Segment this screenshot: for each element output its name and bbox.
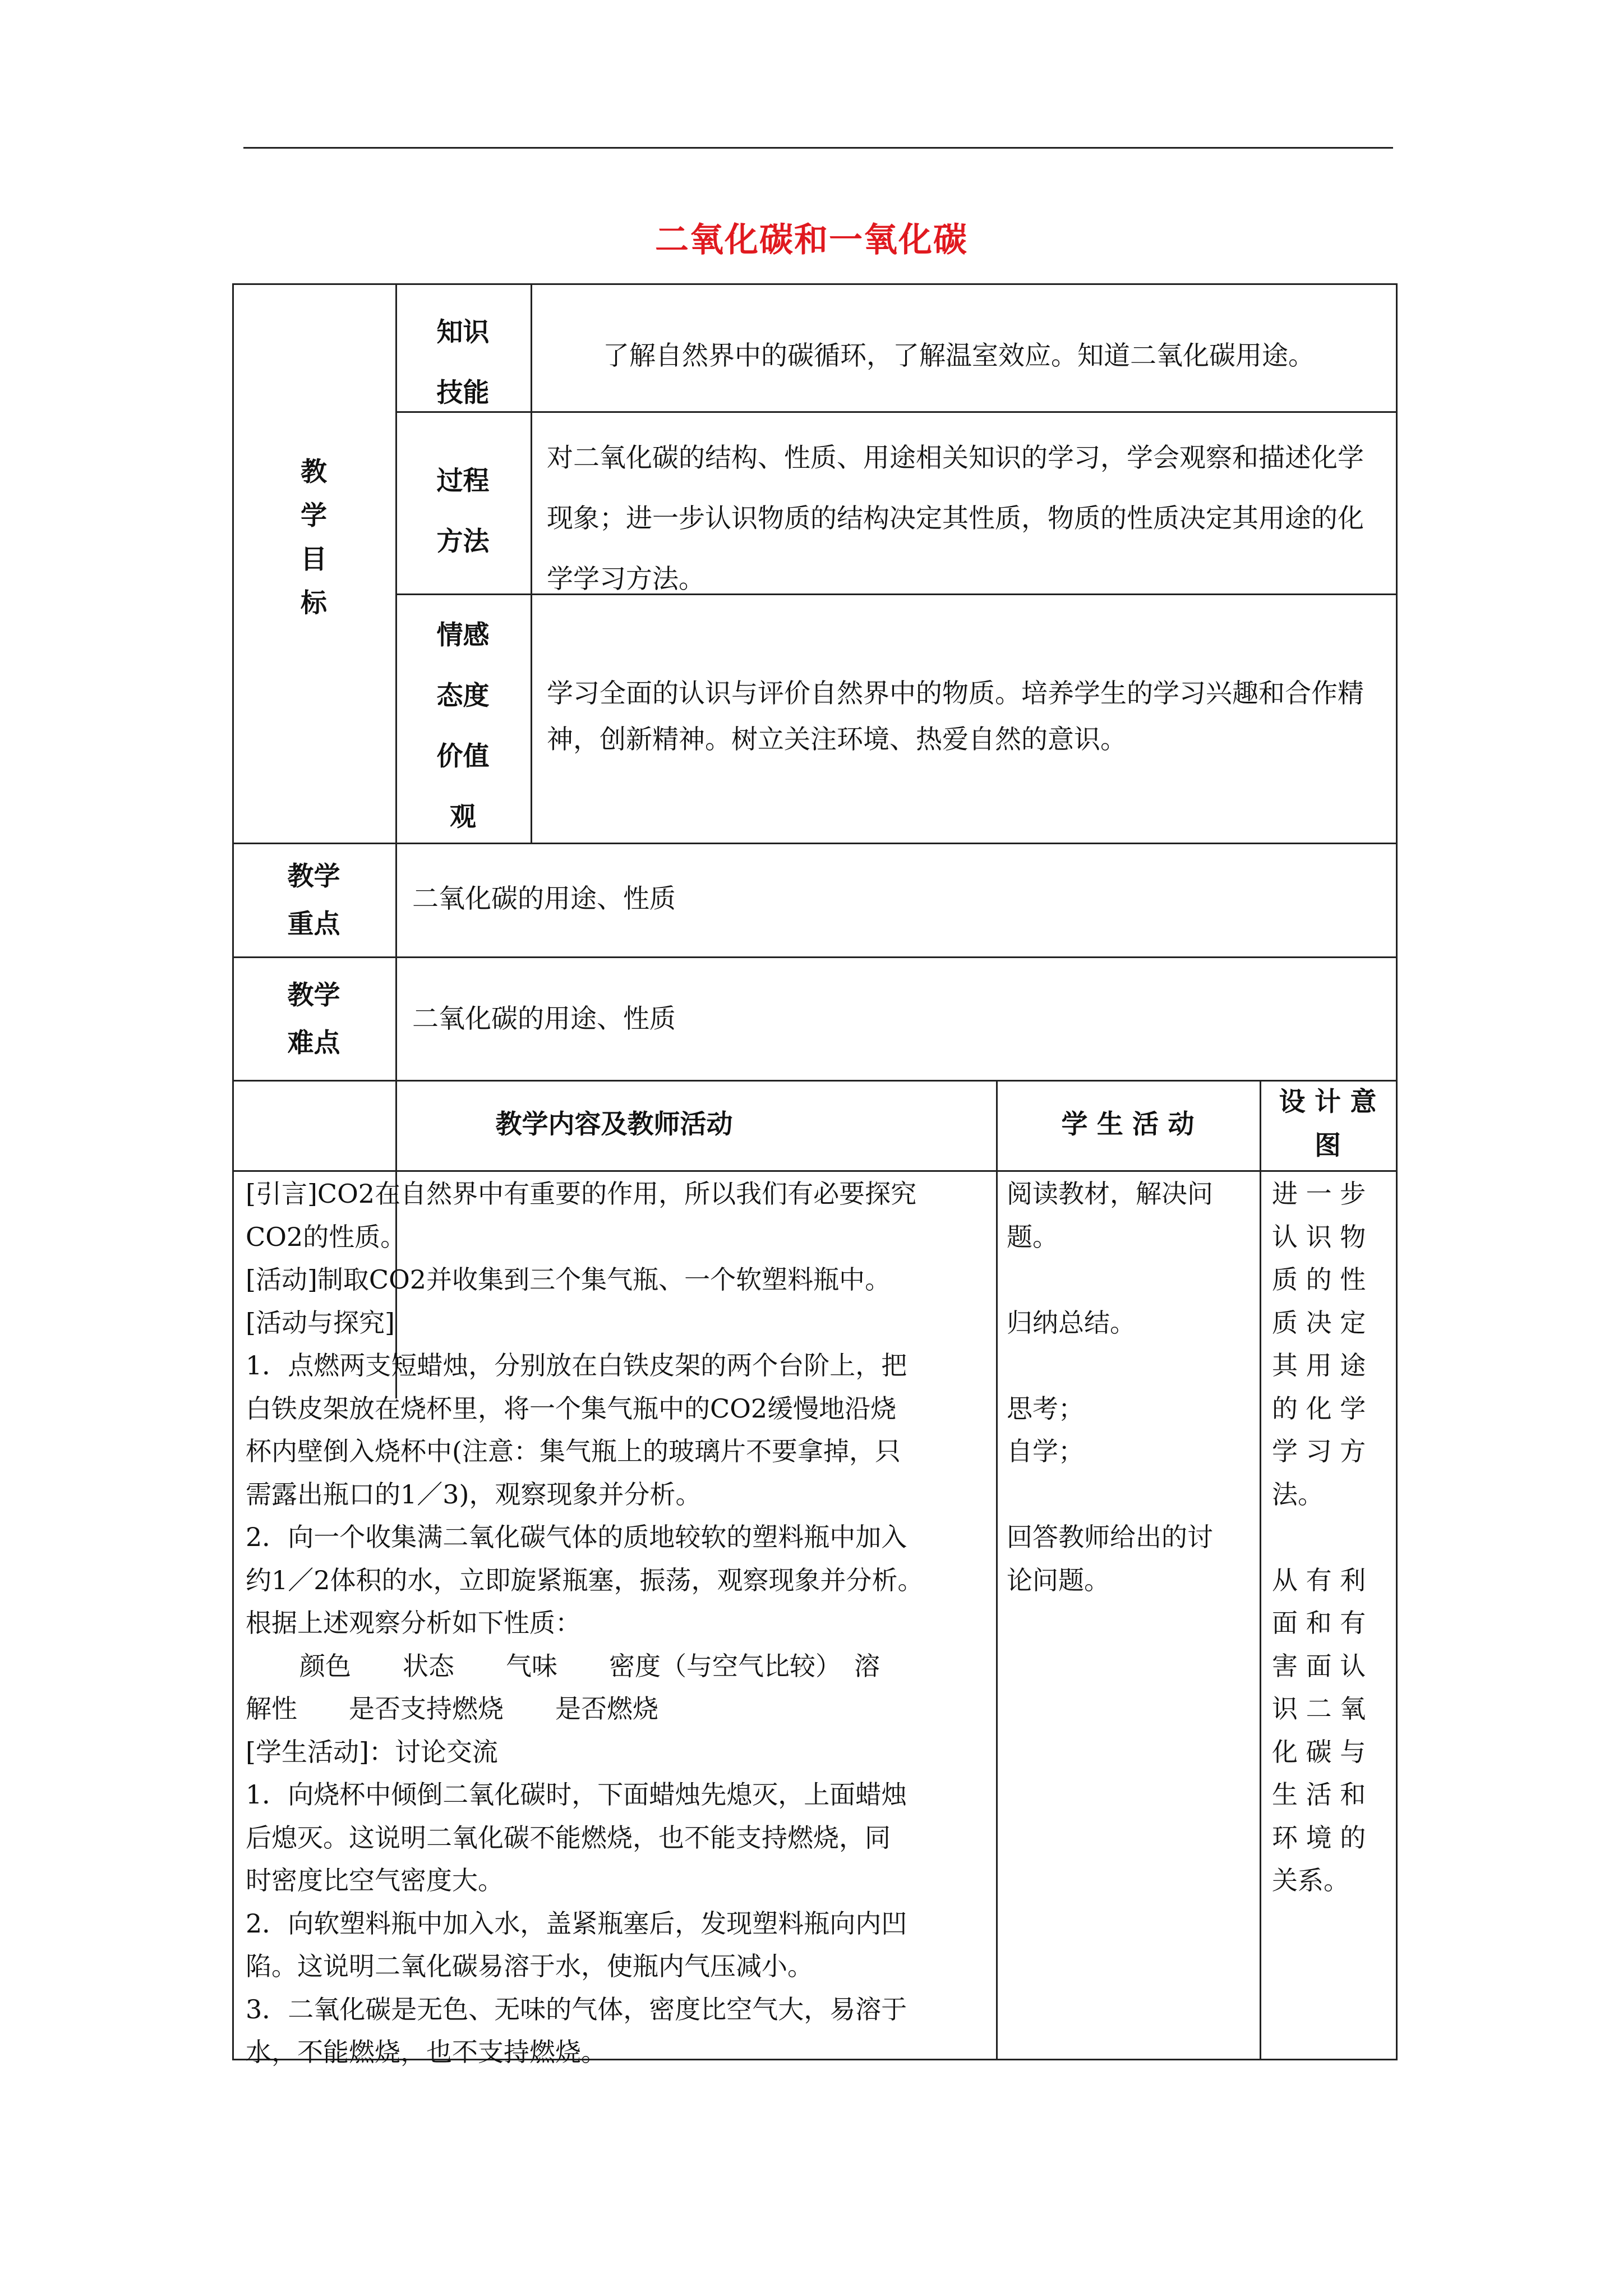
teacher-line: 水，不能燃烧，也不支持燃烧。	[246, 2037, 607, 2067]
teacher-line: 2．向软塑料瓶中加入水，盖紧瓶塞后，发现塑料瓶向内凹	[246, 1908, 907, 1939]
design-line: 质 决 定	[1272, 1307, 1366, 1338]
activity-col-divider	[996, 1080, 998, 2060]
table-border-right	[1396, 283, 1398, 2060]
design-line: 进 一 步	[1272, 1179, 1366, 1209]
teacher-line: 3．二氧化碳是无色、无味的气体，密度比空气大，易溶于	[246, 1994, 907, 2024]
goal-row-attitude-label: 情感 态度 价值 观	[436, 620, 490, 832]
goal-row-process-label: 过程 方法	[436, 466, 490, 557]
difficulty-content: 二氧化碳的用途、性质	[412, 1004, 676, 1034]
teacher-line: CO2的性质。	[246, 1221, 407, 1252]
design-line: 识 二 氧	[1272, 1694, 1366, 1724]
activity-header-rule	[232, 1170, 1398, 1172]
design-line: 化 碳 与	[1272, 1736, 1366, 1767]
teacher-line: [学生活动]：讨论交流	[246, 1736, 498, 1767]
goal-row-knowledge-content: 了解自然界中的碳循环，了解温室效应。知道二氧化碳用途。	[603, 341, 1315, 371]
teacher-line: [引言]CO2在自然界中有重要的作用，所以我们有必要探究	[246, 1179, 917, 1209]
design-line	[1272, 1516, 1393, 1559]
design-line: 生 活 和	[1272, 1779, 1366, 1810]
goal-row-process-content: 对二氧化碳的结构、性质、用途相关知识的学习，学会观察和描述化学现象；进一步认识物质的结构决定其性质，物质的性质决定其用途的化学学习方法。	[547, 443, 1364, 595]
activity-col-divider	[1260, 1080, 1261, 2060]
student-line: 归纳总结。	[1007, 1307, 1136, 1338]
teacher-line: 需露出瓶口的1／3)，观察现象并分析。	[246, 1479, 702, 1510]
student-line: 阅读教材，解决问	[1007, 1179, 1213, 1209]
teacher-line: 1．点燃两支短蜡烛，分别放在白铁皮架的两个台阶上，把	[246, 1350, 907, 1381]
design-line: 认 识 物	[1272, 1221, 1366, 1252]
teacher-line: 颜色 状态 气味 密度（与空气比较） 溶	[299, 1650, 880, 1681]
goal-row-attitude-content: 学习全面的认识与评价自然界中的物质。培养学生的学习兴趣和合作精神，创新精神。树立关注环境、热爱自然的意识。	[547, 678, 1364, 755]
teacher-line: [活动与探究]	[246, 1307, 395, 1338]
teacher-line: 杯内壁倒入烧杯中(注意：集气瓶上的玻璃片不要拿掉，只	[246, 1436, 901, 1466]
student-line: 自学；	[1007, 1436, 1084, 1466]
section-rule	[232, 956, 1398, 958]
student-line: 论问题。	[1007, 1565, 1110, 1595]
table-border-top	[232, 283, 1398, 285]
design-line: 从 有 利	[1272, 1565, 1366, 1595]
design-line: 面 和 有	[1272, 1608, 1366, 1638]
page-title: 二氧化碳和一氧化碳	[655, 220, 968, 260]
student-activity-header: 学 生 活 动	[1061, 1109, 1195, 1140]
design-line: 的 化 学	[1272, 1393, 1366, 1424]
design-line: 学 习 方	[1272, 1436, 1366, 1466]
teacher-line: 根据上述观察分析如下性质：	[246, 1608, 581, 1638]
goals-sub-divider	[531, 283, 532, 844]
design-line: 害 面 认	[1272, 1650, 1366, 1681]
teacher-activity-content	[246, 1172, 992, 2074]
design-line: 质 的 性	[1272, 1264, 1366, 1295]
section-rule	[232, 1080, 1398, 1082]
teacher-line: 白铁皮架放在烧杯里，将一个集气瓶中的CO2缓慢地沿烧	[246, 1393, 897, 1424]
student-line	[1007, 1258, 1253, 1301]
design-intent-header: 设 计 意 图	[1279, 1087, 1377, 1161]
design-line: 环 境 的	[1272, 1822, 1366, 1853]
teacher-line: 解性 是否支持燃烧 是否燃烧	[246, 1694, 658, 1724]
design-line: 法。	[1272, 1479, 1324, 1510]
design-intent-content	[1272, 1172, 1393, 1902]
key-point-label: 教学 重点	[287, 861, 340, 940]
goals-row-rule	[395, 411, 1398, 413]
header-rule	[243, 147, 1393, 149]
teacher-line: 后熄灭。这说明二氧化碳不能燃烧，也不能支持燃烧，同	[246, 1822, 891, 1853]
teacher-line: 时密度比空气密度大。	[246, 1865, 504, 1895]
teacher-line: 1．向烧杯中倾倒二氧化碳时，下面蜡烛先熄灭，上面蜡烛	[246, 1779, 907, 1810]
teacher-line: 2．向一个收集满二氧化碳气体的质地较软的塑料瓶中加入	[246, 1522, 907, 1552]
difficulty-label: 教学 难点	[287, 980, 340, 1059]
student-activity-content	[1007, 1172, 1253, 1602]
student-line	[1007, 1473, 1253, 1516]
goal-row-knowledge-label: 知识 技能	[436, 317, 490, 408]
key-point-content: 二氧化碳的用途、性质	[412, 884, 676, 914]
teacher-activity-header: 教学内容及教师活动	[495, 1109, 733, 1140]
student-line: 回答教师给出的讨	[1007, 1522, 1213, 1552]
student-line: 题。	[1007, 1221, 1058, 1252]
goals-label: 教 学 目 标	[301, 457, 327, 619]
design-line: 关系。	[1272, 1865, 1349, 1895]
teacher-line: [活动]制取CO2并收集到三个集气瓶、一个软塑料瓶中。	[246, 1264, 891, 1295]
teacher-line: 约1／2体积的水，立即旋紧瓶塞，振荡，观察现象并分析。	[246, 1565, 924, 1595]
student-line	[1007, 1344, 1253, 1387]
teacher-line: 陷。这说明二氧化碳易溶于水，使瓶内气压减小。	[246, 1951, 813, 1981]
student-line: 思考；	[1007, 1393, 1084, 1424]
design-line: 其 用 途	[1272, 1350, 1366, 1381]
